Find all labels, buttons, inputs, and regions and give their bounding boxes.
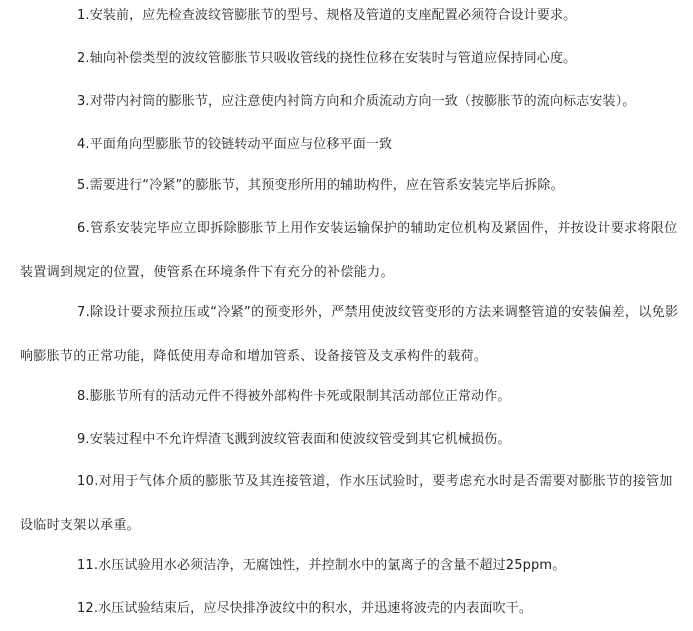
paragraph-9: 9.安装过程中不允许焊渣飞溅到波纹管表面和使波纹管受到其它机械损伤。 [77, 432, 511, 447]
paragraph-8: 8.膨胀节所有的活动元件不得被外部构件卡死或限制其活动部位正常动作。 [77, 389, 511, 404]
paragraph-3: 3.对带内衬筒的膨胀节，应注意使内衬筒方向和介质流动方向一致（按膨胀节的流向标志安装）。 [77, 94, 636, 109]
paragraph-10: 10.对用于气体介质的膨胀节及其连接管道，作水压试验时，要考虑充水时是否需要对膨胀节的接管加设临时支架以承重。 [20, 474, 673, 533]
paragraph-1: 1.安装前，应先检查波纹管膨胀节的型号、规格及管道的支座配置必须符合设计要求。 [77, 8, 577, 23]
paragraph-12: 12.水压试验结束后，应尽快排净波纹中的积水，并迅速将波壳的内表面吹干。 [77, 601, 533, 616]
paragraph-2: 2.轴向补偿类型的波纹管膨胀节只吸收管线的挠性位移在安装时与管道应保持同心度。 [77, 51, 577, 66]
paragraph-4: 4.平面角向型膨胀节的铰链转动平面应与位移平面一致 [77, 137, 393, 152]
paragraph-7: 7.除设计要求预拉压或“冷紧”的预变形外，严禁用使波纹管变形的方法来调整管道的安装偏差，以免影响膨胀节的正常功能，降低使用寿命和增加管系、设备接管及支承构件的载荷。 [20, 305, 679, 364]
paragraph-6: 6.管系安装完毕应立即拆除膨胀节上用作安装运输保护的辅助定位机构及紧固件，并按设计要求将限位装置调到规定的位置，使管系在环境条件下有充分的补偿能力。 [20, 221, 678, 280]
paragraph-11: 11.水压试验用水必须洁净，无腐蚀性，并控制水中的氯离子的含量不超过25ppm。 [77, 558, 566, 573]
paragraph-5: 5.需要进行“冷紧”的膨胀节，其预变形所用的辅助构件，应在管系安装完毕后拆除。 [77, 178, 564, 193]
